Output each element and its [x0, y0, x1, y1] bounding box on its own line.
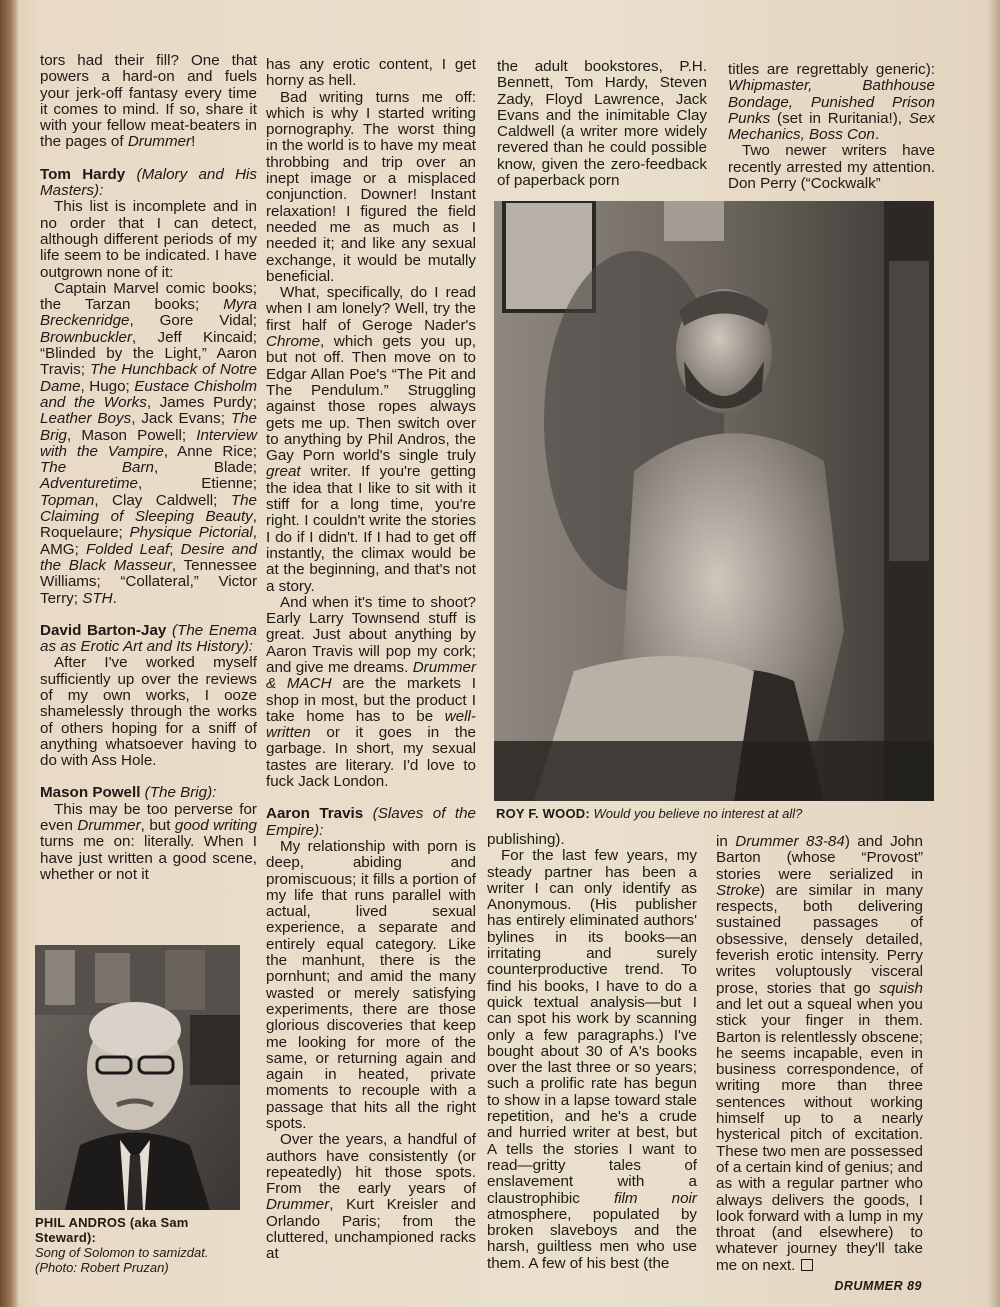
paragraph: This list is incomplete and in no order that I can detect, although different periods of my life seem to be indicated. I have outgrown none of it:	[40, 198, 257, 281]
column-4-bottom	[716, 834, 923, 1274]
phil-andros-photo	[35, 945, 240, 1210]
paragraph: tors had their fill? One that powers a hard-on and fuels your jerk-off fantasy every time it comes to mind. If so, share it with your fellow meat-beaters in the pages of Drummer!	[40, 52, 257, 151]
book-list: Captain Marvel comic books; the Tarzan books; Myra Breckenridge, Gore Vidal; Brownbuckler, Jeff Kincaid; “Blinded by the Light,” Aaron Travis; The Hunchback of Notre Dame, Hugo; Eustace Chisholm and the Works, James Purdy; Leather Boys, Jack Evans; The Brig, Mason Powell; Interview with the Vampire, Anne Rice; The Barn, Blade; Adventuretime, Etienne; Topman, Clay Caldwell; The Claiming of Sleeping Beauty, Roquelaure; Physique Pictorial, AMG; Folded Leaf; Desire and the Black Masseur, Tennessee Williams; “Collateral,” Victor Terry; STH.	[40, 279, 258, 607]
end-mark-icon	[801, 1259, 813, 1271]
paragraph: For the last few years, my steady partner has been a writer I can only identify as Anonymous. (His publisher has entirely eliminated authors' bylines in its books—an irritating and surely counterproductive trend. To find his books, I have to do a quick textual analysis—but I can spot his work by scanning only a few paragraphs.) I've bought about 30 of A's books over the last three or so years; such a prolific rate has begun to show in a lapse toward stale repetition, and he's a crude and hurried writer at best, but A tells the stories I want to read—gritty tales of enslavement with a claustrophibic film noir atmosphere, populated by broken slaveboys and the harsh, guiltless men who use them. A few of his best (the	[487, 847, 697, 1272]
column-4-top	[728, 62, 935, 192]
paragraph: My relationship with porn is deep, abiding and promiscuous; it fills a portion of my life that runs parallel with actual, lived sexual experience, a separate and entirely equal category. Like the manhunt, there is the pornhunt; and amid the many wasted or merely satisfying experiments, there are those glorious discoveries that keep me looking for more of the same, or returning again and again in heated, private moments to recouple with a passage that hits all the right spots.	[266, 837, 476, 1132]
page-number: 89	[907, 1279, 922, 1293]
binding-gutter	[0, 0, 18, 1307]
paragraph: This may be too perverse for even Drummer, but good writing turns me on: literally. When I have just written a good scene, whether or not it	[40, 800, 257, 883]
paragraph: After I've worked myself sufficiently up over the reviews of my own works, I ooze shamelessly through the works of others hoping for a sniff of anything whatsoever having to do with Ass Hole.	[40, 654, 257, 770]
author-heading: Mason Powell (The Brig):	[40, 784, 217, 802]
author-heading: Aaron Travis (Slaves of the Empire):	[266, 805, 476, 839]
roy-wood-photo	[494, 201, 934, 801]
column-3-bottom	[487, 832, 697, 1272]
paragraph: Two newer writers have recently arrested my attention. Don Perry (“Cockwalk”	[728, 142, 935, 193]
paragraph: in Drummer 83-84) and John Barton (whose “Provost” stories were serialized in Stroke) are similar in many respects, both delivering sustained passages of obsessive, densely detailed, feverish erotic intensity. Perry writes voluptously visceral prose, stories that go squish and let out a squeal when you stick your finger in them. Barton is relentlessly obscene; he seems incapable, even in business correspondence, of writing more than three sentences without working himself up to a nearly hysterical pitch of excitation. These two men are possessed of a certain kind of genius; and as with a regular partner who always delivers the goods, I look forward with a lump in my throat (and elsewhere) to whatever journey they'll take me on next.	[716, 833, 923, 1274]
andros-caption: PHIL ANDROS (aka Sam Steward): Song of Solomon to samizdat. (Photo: Robert Pruzan)	[35, 1215, 209, 1275]
portrait-image	[35, 945, 240, 1210]
author-heading: Tom Hardy (Malory and His Masters):	[40, 165, 257, 200]
paragraph: titles are regrettably generic): Whipmaster, Bathhouse Bondage, Punished Prison Punks (set in Ruritania!), Sex Mechanics, Boss Con.	[728, 61, 935, 144]
page-edge	[988, 0, 1000, 1307]
paragraph: What, specifically, do I read when I am lonely? Well, try the first half of Geroge Nader's Chrome, which gets you up, but not off. Then move on to Edgar Allan Poe's “The Pit and The Pendulum.” Struggling against those ropes always gets me up. Then switch over to anything by Phil Andros, the Gay Porn world's single truly great writer. If you're getting the idea that I like to sit with it stiff for a long time, you're right. I couldn't write the stories I do if I didn't. If I had to get off instantly, the climax would be at the beginning, and that's not a story.	[266, 284, 476, 595]
paragraph: Bad writing turns me off: which is why I started writing pornography. The worst thing in the world is to have my meat throbbing and trip over an inept image or a misplaced conjunction. Downer! Instant relaxation! I figured the field needed me as much as I needed it; and like any sexual exchange, it would be mutally beneficial.	[266, 88, 476, 285]
photo-image	[494, 201, 934, 801]
author-heading: David Barton-Jay (The Enema as as Erotic Art and Its History):	[40, 621, 257, 656]
column-2	[266, 57, 476, 1263]
paragraph: has any erotic content, I get horny as hell.	[266, 56, 476, 90]
paragraph: publishing).	[487, 831, 565, 848]
paragraph: Over the years, a handful of authors have consistently (or repeatedly) hit those spots. From the early years of Drummer, Kurt Kreisler and Orlando Paris; from the cluttered, unchampioned racks at	[266, 1131, 476, 1263]
paragraph: And when it's time to shoot? Early Larry Townsend stuff is great. Just about anything by Aaron Travis will pop my cork; and give me dreams. Drummer & MACH are the markets I shop in most, but the product I take home has to be well-written or it goes in the garbage. In short, my sexual tastes are literary. I'd love to fuck Jack London.	[266, 593, 476, 791]
column-3-top	[497, 59, 707, 189]
wood-caption: ROY F. WOOD: Would you believe no interest at all?	[496, 806, 803, 821]
paragraph: the adult bookstores, P.H. Bennett, Tom Hardy, Steven Zady, Floyd Lawrence, Jack Evans and the inimitable Clay Caldwell (a writer more widely revered than he could possible know, given the zero-feedback of paperback porn	[497, 58, 707, 190]
magazine-name: DRUMMER	[834, 1279, 904, 1293]
column-1	[40, 53, 257, 883]
page-folio	[834, 1279, 922, 1293]
